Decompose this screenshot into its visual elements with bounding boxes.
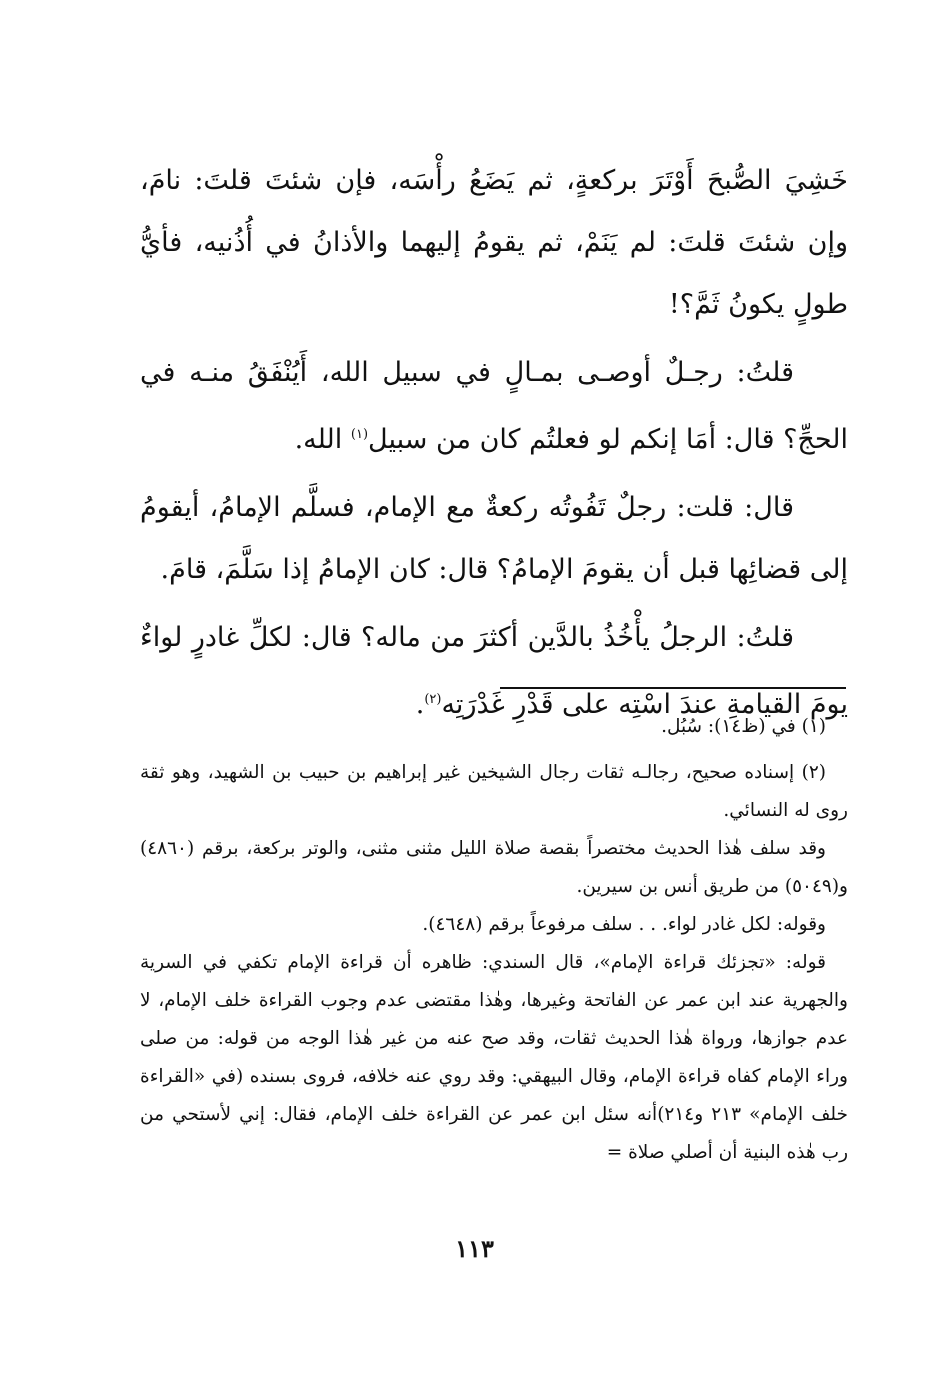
main-text-block — [140, 150, 848, 742]
main-paragraph-4-tail: . — [415, 689, 425, 720]
main-paragraph-4-text: قلتُ: الرجلُ يأْخُذُ بالدَّين أكثرَ من ماله؟ قال: لكلِّ غادرٍ لواءٌ يومَ القيامةِ عندَ اسْتِه على قَدْرِ غَدْرَتِه — [140, 622, 848, 720]
main-paragraph-3: قال: قلت: رجلٌ تَفُوتُه ركعةٌ مع الإمام، فسلَّم الإمامُ، أيقومُ إلى قضائِها قبل أن يقومَ الإمامُ؟ قال: كان الإمامُ إذا سَلَّمَ، قامَ. — [140, 492, 848, 585]
footnote-separator — [500, 687, 846, 689]
footnote-2-continuation-2: وقوله: لكل غادر لواء. . . سلف مرفوعاً برقم (٤٦٤٨). — [422, 914, 826, 935]
main-paragraph-2 — [140, 342, 848, 471]
main-paragraph-2-text: قلتُ: رجـلٌ أوصـى بمـالٍ في سبيل الله، أَيُنْفَقُ منـه في الحجِّ؟ قال: أمَا إنكم لو فعلتُم كان من سبيل — [140, 357, 848, 455]
main-paragraph-1: خَشِيَ الصُّبحَ أَوْتَرَ بركعةٍ، ثم يَضَعُ رأْسَه، فإن شئتَ قلتَ: نامَ، وإن شئتَ قلتَ: لم يَنَمْ، ثم يقومُ إليهما والأذانُ في أُذُنيه، فأيُّ طولٍ يكونُ ثَمَّ؟! — [140, 165, 848, 320]
footnote-2-continuation-3: قوله: «تجزئك قراءة الإمام»، قال السندي: ظاهره أن قراءة الإمام تكفي في السرية والجهرية عند ابن عمر عن الفاتحة وغيرها، وهٰذا مقتضى عدم وجوب القراءة خلف الإمام، لا عدم جوازها، ورواة هٰذا الحديث ثقات، وقد صح عنه من غير هٰذا الوجه من قوله: من صلى وراء الإمام كفاه قراءة الإمام، وقال البيهقي: وقد روي عنه خلافه، فروى بسنده (في «القراءة خلف الإمام» ٢١٣ و٢١٤)أنه سئل ابن عمر عن القراءة خلف الإمام، فقال: إني لأستحي من رب هٰذه البنية أن أصلي صلاة = — [140, 952, 848, 1163]
footnote-2-continuation-1: وقد سلف هٰذا الحديث مختصراً بقصة صلاة الليل مثنى مثنى، والوتر بركعة، برقم (٤٨٦٠) و(٥٠٤٩) من طريق أنس بن سيرين. — [140, 838, 848, 897]
footnote-1: (١) في (ظ١٤): سُبُل. — [661, 716, 826, 737]
main-paragraph-2-tail: الله. — [294, 424, 343, 455]
footnotes-block — [140, 708, 848, 1172]
footnote-marker-2: (٢) — [424, 692, 442, 707]
page-number: ١١٣ — [455, 1234, 494, 1263]
footnote-2: (٢) إسناده صحيح، رجالـه ثقات رجال الشيخين غير إبراهيم بن حبيب بن الشهيد، وهو ثقة روى له النسائي. — [140, 762, 848, 821]
footnote-marker-1: (١) — [350, 427, 369, 442]
